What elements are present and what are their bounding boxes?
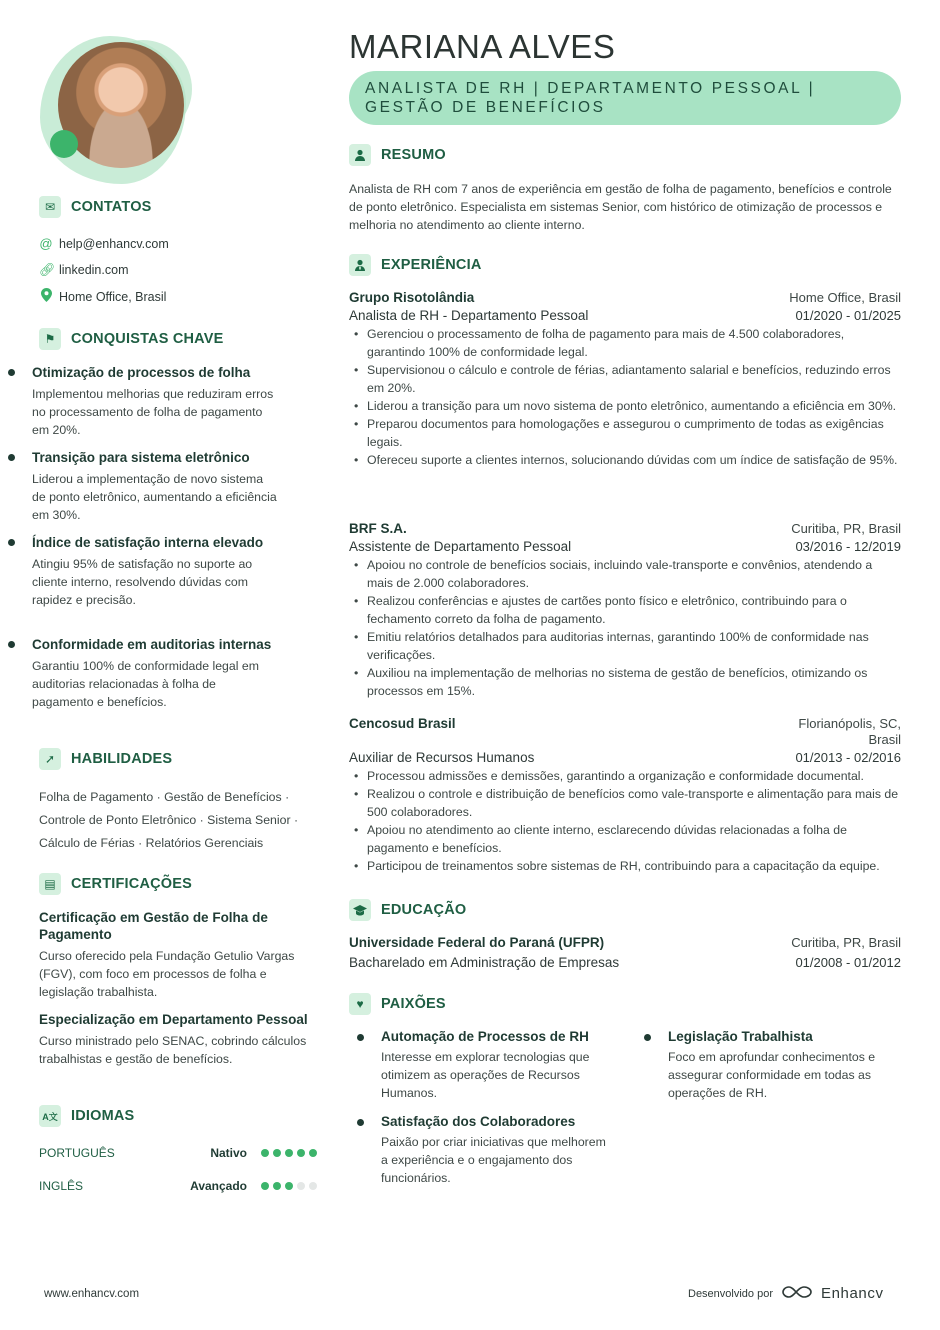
achievement-desc: Liderou a implementação de novo sistema de ponto eletrônico, aumentando a eficiência em 30%. xyxy=(32,472,277,522)
title-line: ANALISTA DE RH | DEPARTAMENTO PESSOAL | xyxy=(365,80,816,97)
language-name: INGLÊS xyxy=(39,1179,84,1193)
passion-desc: Foco em aprofundar conhecimentos e assegurar conformidade em todas as operações de RH. xyxy=(668,1050,876,1100)
achievement-title: Otimização de processos de folha xyxy=(32,365,251,380)
job-dates: 03/2016 - 12/2019 xyxy=(795,539,901,554)
achievement-title: Transição para sistema eletrônico xyxy=(32,450,250,465)
job-entry xyxy=(349,290,901,469)
contacts-section-header xyxy=(39,196,152,218)
education-school: Universidade Federal do Paraná (UFPR) xyxy=(349,935,605,950)
education-location: Curitiba, PR, Brasil xyxy=(791,935,901,950)
passion-title: Satisfação dos Colaboradores xyxy=(381,1114,576,1129)
passion-item xyxy=(349,1029,609,1102)
contact-email-text: help@enhancv.com xyxy=(59,236,169,251)
passions-title: PAIXÕES xyxy=(381,996,446,1012)
bullet-dot xyxy=(8,641,15,648)
level-dot xyxy=(261,1149,269,1157)
heart-icon: ♥ xyxy=(349,993,371,1015)
contact-linkedin[interactable] xyxy=(39,262,128,278)
job-role: Analista de RH - Departamento Pessoal xyxy=(349,308,589,323)
passion-desc: Paixão por criar iniciativas que melhorem a experiência e o engajamento dos funcionários. xyxy=(381,1135,606,1185)
job-company: BRF S.A. xyxy=(349,521,407,536)
decor-green-dot xyxy=(50,130,78,158)
education-section-header xyxy=(349,899,466,921)
job-entry xyxy=(349,521,901,700)
link-icon: 🔗︎ xyxy=(39,262,56,277)
rocket-icon: ➚ xyxy=(39,748,61,770)
certification-title: Especialização em Departamento Pessoal xyxy=(39,1012,308,1027)
job-bullet: • Apoiou no atendimento ao cliente interno, esclarecendo dúvidas relacionadas a folha de pagamento e benefícios. xyxy=(349,821,901,857)
summary-text: Analista de RH com 7 anos de experiência em gestão de folha de pagamento, benefícios e controle de ponto eletrônico. Especialista em sistemas Senior, com histórico de otimização de processos e melhoria no atendimento ao cliente interno. xyxy=(349,182,892,233)
bullet-dot xyxy=(8,369,15,376)
job-bullets xyxy=(349,767,901,875)
certification-desc: Curso oferecido pela Fundação Getulio Vargas (FGV), com foco em processos de folha e legislação trabalhista. xyxy=(39,949,295,999)
job-bullet: • Emitiu relatórios detalhados para auditorias internas, garantindo 100% de conformidade nas verificações. xyxy=(349,628,901,664)
certification-desc: Curso ministrado pelo SENAC, cobrindo cálculos trabalhistas e gestão de benefícios. xyxy=(39,1034,307,1066)
title-line: GESTÃO DE BENEFÍCIOS xyxy=(365,99,606,116)
achievement-desc: Atingiu 95% de satisfação no suporte ao cliente interno, resolvendo dúvidas com rapidez e precisão. xyxy=(32,557,253,607)
achievements-title: CONQUISTAS CHAVE xyxy=(71,331,224,347)
certification-item xyxy=(39,1011,317,1068)
level-dot xyxy=(285,1149,293,1157)
skills-line: Cálculo de Férias · Relatórios Gerenciais xyxy=(39,836,264,850)
envelope-icon: ✉ xyxy=(39,196,61,218)
achievements-section-header xyxy=(39,328,224,350)
education-degree: Bacharelado em Administração de Empresas xyxy=(349,955,620,970)
contacts-title: CONTATOS xyxy=(71,199,152,215)
level-dot xyxy=(309,1182,317,1190)
job-bullet: • Realizou conferências e ajustes de cartões ponto físico e eletrônico, contribuindo para o fechamento correto da folha de pagamento. xyxy=(349,592,901,628)
job-bullet: • Processou admissões e demissões, garantindo a organização e conformidade documental. xyxy=(349,767,901,785)
contact-email[interactable] xyxy=(39,236,169,251)
certifications-section-header xyxy=(39,873,192,895)
contact-location xyxy=(39,288,166,305)
title-banner xyxy=(349,71,901,125)
languages-title: IDIOMAS xyxy=(71,1108,135,1124)
level-dot xyxy=(285,1182,293,1190)
summary-title: RESUMO xyxy=(381,147,446,163)
graduation-cap-icon xyxy=(349,899,371,921)
job-bullet: • Realizou o controle e distribuição de benefícios como vale-transporte e alimentação para mais de 500 colaboradores. xyxy=(349,785,901,821)
bullet-dot xyxy=(8,454,15,461)
profile-photo-group xyxy=(34,30,194,190)
language-row xyxy=(39,1146,317,1160)
bullet-dot xyxy=(357,1119,364,1126)
certification-item xyxy=(39,909,317,1001)
skills-title: HABILIDADES xyxy=(71,751,173,767)
language-dots xyxy=(261,1182,317,1190)
achievement-title: Conformidade em auditorias internas xyxy=(32,637,272,652)
level-dot xyxy=(273,1149,281,1157)
candidate-name: MARIANA ALVES xyxy=(349,28,616,65)
contact-location-text: Home Office, Brasil xyxy=(59,289,167,304)
achievement-item xyxy=(0,636,278,711)
skills-line: Folha de Pagamento · Gestão de Benefícios · xyxy=(39,790,290,804)
bullet-dot xyxy=(357,1034,364,1041)
skills-line: Controle de Ponto Eletrônico · Sistema Senior · xyxy=(39,813,299,827)
level-dot xyxy=(297,1182,305,1190)
certification-title: Certificação em Gestão de Folha de Pagamento xyxy=(39,910,268,942)
job-company: Cencosud Brasil xyxy=(349,716,456,731)
job-role: Assistente de Departamento Pessoal xyxy=(349,539,572,554)
passions-section-header xyxy=(349,993,446,1015)
level-dot xyxy=(309,1149,317,1157)
level-dot xyxy=(273,1182,281,1190)
summary-section-header xyxy=(349,144,446,166)
achievement-item xyxy=(0,449,278,524)
briefcase-person-icon xyxy=(349,254,371,276)
job-dates: 01/2020 - 01/2025 xyxy=(795,308,901,323)
job-role: Auxiliar de Recursos Humanos xyxy=(349,750,535,765)
job-company: Grupo Risotolândia xyxy=(349,290,475,305)
language-row xyxy=(39,1179,317,1193)
document-icon: ▤ xyxy=(39,873,61,895)
footer-brand: Enhancv xyxy=(821,1285,884,1302)
job-bullet: • Liderou a transição para um novo sistema de ponto eletrônico, aumentando a eficiência em 30%. xyxy=(349,397,901,415)
job-bullets xyxy=(349,556,901,700)
job-bullet: • Auxiliou na implementação de melhorias no sistema de gestão de benefícios, otimizando os processos em 15%. xyxy=(349,664,901,700)
achievement-title: Índice de satisfação interna elevado xyxy=(32,535,264,550)
language-level: Avançado xyxy=(190,1179,247,1193)
achievement-desc: Garantiu 100% de conformidade legal em auditorias relacionadas à folha de pagamento e benefícios. xyxy=(32,659,259,709)
job-bullet: • Ofereceu suporte a clientes internos, solucionando dúvidas com um índice de satisfação de 95%. xyxy=(349,451,901,469)
level-dot xyxy=(297,1149,305,1157)
footer-powered-text: Desenvolvido por xyxy=(688,1287,773,1300)
job-bullet: • Supervisionou o cálculo e controle de férias, adiantamento salarial e benefícios, reduzindo erros em 20%. xyxy=(349,361,901,397)
job-location: Curitiba, PR, Brasil xyxy=(791,521,901,536)
person-icon xyxy=(349,144,371,166)
experience-section-header xyxy=(349,254,482,276)
job-bullet: • Participou de treinamentos sobre sistemas de RH, contribuindo para a capacitação da equipe. xyxy=(349,857,901,875)
job-bullet: • Apoiou no controle de benefícios sociais, incluindo vale-transporte e convênios, atendendo a mais de 2.000 colaboradores. xyxy=(349,556,901,592)
job-bullet: • Gerenciou o processamento de folha de pagamento para mais de 4.500 colaboradores, garantindo 100% de conformidade legal. xyxy=(349,325,901,361)
job-bullet: • Preparou documentos para homologações e assegurou o cumprimento de todas as exigências legais. xyxy=(349,415,901,451)
job-dates: 01/2013 - 02/2016 xyxy=(795,750,901,765)
at-icon: @ xyxy=(39,236,53,251)
passion-desc: Interesse em explorar tecnologias que otimizem as operações de Recursos Humanos. xyxy=(381,1050,590,1100)
level-dot xyxy=(261,1182,269,1190)
passion-item xyxy=(636,1029,896,1102)
translate-icon: A文 xyxy=(39,1105,61,1127)
education-dates: 01/2008 - 01/2012 xyxy=(795,955,901,970)
skills-list xyxy=(39,786,317,855)
bullet-dot xyxy=(8,539,15,546)
job-entry xyxy=(349,716,901,875)
language-dots xyxy=(261,1149,317,1157)
language-level: Nativo xyxy=(210,1146,247,1160)
job-location: Florianópolis, SC, Brasil xyxy=(798,716,901,747)
flag-icon: ⚑ xyxy=(39,328,61,350)
passion-title: Automação de Processos de RH xyxy=(381,1029,589,1044)
education-entry xyxy=(349,935,901,970)
location-pin-icon xyxy=(39,288,53,305)
contact-linkedin-text: linkedin.com xyxy=(59,263,129,277)
languages-section-header xyxy=(39,1105,134,1127)
footer-website[interactable]: www.enhancv.com xyxy=(44,1288,140,1300)
job-location: Home Office, Brasil xyxy=(789,290,901,305)
certifications-title: CERTIFICAÇÕES xyxy=(71,876,193,892)
passion-title: Legislação Trabalhista xyxy=(668,1029,813,1044)
skills-section-header xyxy=(39,748,172,770)
experience-title: EXPERIÊNCIA xyxy=(381,257,482,273)
enhancv-logo-icon xyxy=(781,1284,813,1303)
achievement-desc: Implementou melhorias que reduziram erros no processamento de folha de pagamento em 20%. xyxy=(32,387,274,437)
achievement-item xyxy=(0,364,278,439)
job-bullets xyxy=(349,325,901,469)
footer-credit[interactable] xyxy=(688,1284,884,1303)
language-name: PORTUGUÊS xyxy=(39,1146,115,1160)
passion-item xyxy=(349,1114,609,1187)
bullet-dot xyxy=(644,1034,651,1041)
achievement-item xyxy=(0,534,278,609)
education-title: EDUCAÇÃO xyxy=(381,902,467,918)
